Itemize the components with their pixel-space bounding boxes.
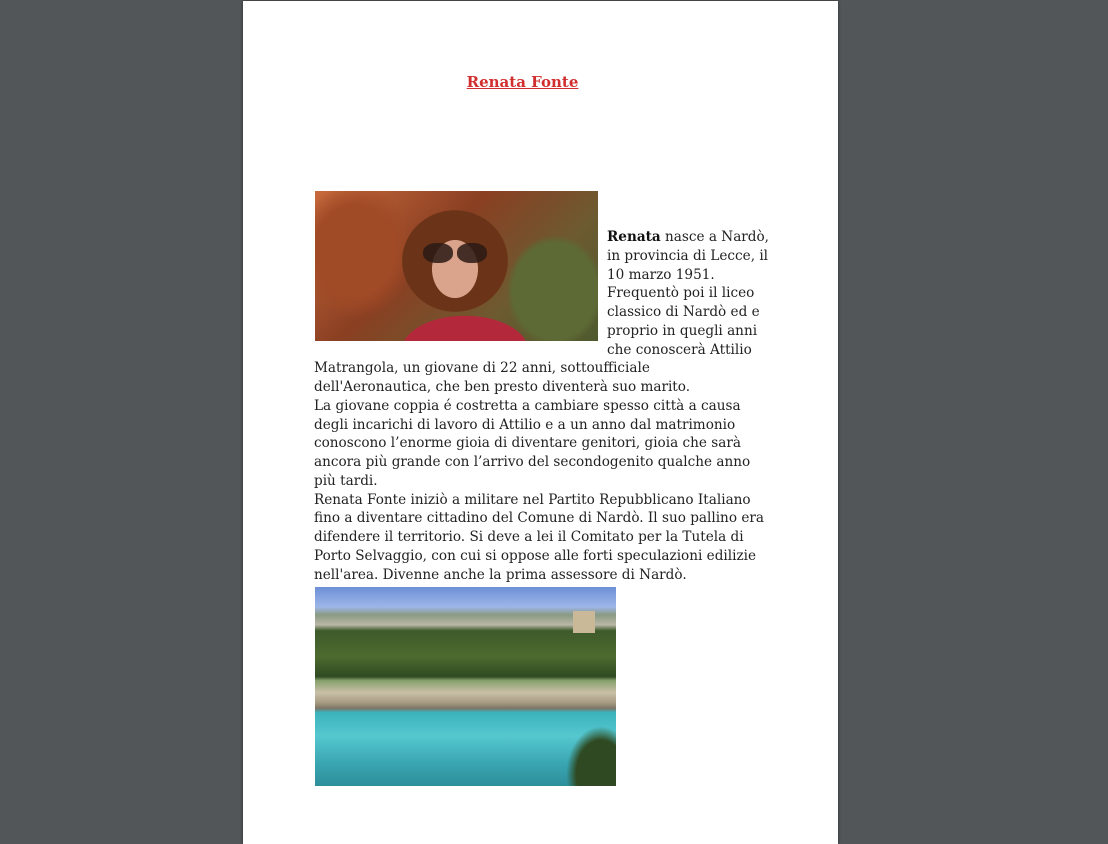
trees-detail xyxy=(566,726,616,786)
intro-name: Renata xyxy=(607,229,661,245)
sunglasses-detail xyxy=(419,243,491,263)
paragraph-politica: Renata Fonte iniziò a militare nel Partito Repubblicano Italiano fino a diventare cittadino del Comune di Nardò. Il suo pallino era difendere il territorio. Si deve a lei il Comitato per la Tutela di Porto Selvaggio, con cui si oppose alle forti speculazioni edilizie nell'area. Divenne anche la prima assessore di Nardò. xyxy=(314,491,764,583)
intro-text: nasce a Nardò, in provincia di Lecce, il 10 marzo 1951. xyxy=(607,229,769,283)
porto-selvaggio-photo xyxy=(315,587,616,786)
tower-detail xyxy=(573,611,595,633)
paragraph-famiglia: La giovane coppia é costretta a cambiare spesso città a causa degli incarichi di lavoro di Attilio e a un anno dal matrimonio conoscono l’enorme gioia di diventare genitori, gioia che sarà ancora più grande con l’arrivo del secondogenito qualche anno più tardi. xyxy=(314,397,751,489)
paragraph-liceo: Frequentò poi il liceo classico di Nardò ed e proprio in quegli anni che conoscerà Attilio Matrangola, un giovane di 22 anni, sottoufficiale dell'Aeronautica, che ben presto diventerà suo marito. xyxy=(314,285,760,395)
document-page xyxy=(243,1,838,844)
document-title[interactable]: Renata Fonte xyxy=(466,73,579,91)
portrait-photo xyxy=(315,191,598,341)
document-body xyxy=(314,191,769,786)
